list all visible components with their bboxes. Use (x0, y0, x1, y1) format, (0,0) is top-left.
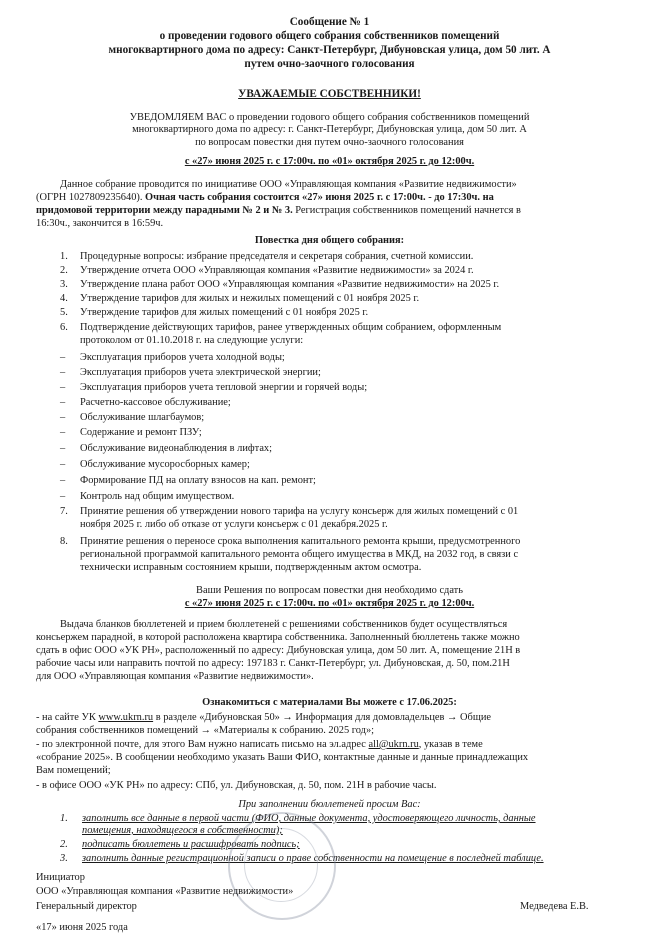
agenda-item-7-line2: ноября 2025 г. либо об отказе от услуги консьерж с 01 декабря.2025 г. (80, 519, 388, 530)
agenda-item-6-line1: Подтверждение действующих тарифов, ранее утвержденных общим собранием, оформленным (80, 322, 502, 333)
para2-line2: консьержем парадной, в которой расположена квартира собственника. Заполненный бюллетень также можно (36, 632, 520, 643)
notice-document: Сообщение № 1 о проведении годового общего собрания собственников помещений многоквартирного дома по адресу: Санкт-Петербург, Дибуновская улица, дом 50 лит. А путем очно-заочного голосования УВАЖАЕМЫЕ СОБСТВЕННИКИ! УВЕДОМЛЯЕМ ВАС о проведении годового общего собрания собственников помещений многоквартирного дома по адресу: г. Санкт-Петербург, Дибуновская улица, дом 50 лит. А по вопросам повестки дня путем очно-заочного голосования с «27» июня 2025 г. с 17:00ч. по «01» октября 2025 г. до 12:00ч. Данное собрание проводится по инициативе ООО «Управляющая компания «Развитие недвижимости» (ОГРН 1027809235640). Очная часть собрания состоится «27» июня 2025 г. с 17:00ч. - до 17:30ч. на придомовой территории между парадными № 2 и № 3. Регистрация собственников помещений начнется в 16:30ч., закончится в 16:59ч. Повестка дня общего собрания: 1. Процедурные вопросы: избрание председателя и секретаря собрания, счетной комиссии. 2. Утверждение отчета ООО «Управляющая компания «Развитие недвижимости» за 2024 г. 3. Утверждение плана работ ООО «Управляющая компания «Развитие недвижимости» на 2025 г. 4. Утверждение тарифов для жилых и нежилых помещений с 01 ноября 2025 г. 5. Утверждение тарифов для жилых помещений с 01 ноября 2025 г. 6. Подтверждение действующих тарифов, ранее утвержденных общим собранием, оформленным протоколом от 01.10.2018 г. на следующие услуги: – Эксплуатация приборов учета холодной воды; – Эксплуатация приборов учета электрической энергии; – Эксплуатация приборов учета тепловой энергии и горячей воды; – Расчетно-кассовое обслуживание; – Обслуживание шлагбаумов; – Содержание и ремонт ПЗУ; – Обслуживание видеонаблюдения в лифтах; – Обслуживание мусоросборных камер; – Формирование ПД на оплату взносов на кап. ремонт; – Контроль над общим имуществом. 7. Принятие решения об утверждении нового тарифа на услугу консьерж для жилых помещений с 01 ноября 2025 г. либо об отказе от услуги консьерж с 01 декабря.2025 г. 8. Принятие решения о переносе срока выполнения капитального ремонта крыши, предусмотренного региональной программой капитального ремонта общего имущества в МКД, на 2032 год, в связи с технически исправным состоянием крыши, подтвержденным актом осмотра. Ваши Решения по вопросам повестки дня необходимо сдать с «27» июня 2025 г. с 17:00ч. по «01» октября 2025 г. до 12:00ч. Выдача бланков бюллетеней и прием бюллетеней с решениями собственников будет осуществляться консьержем парадной, в которой расположена квартира собственника. Заполненный бюллетень также можно сдать в офис ООО «УК РН», расположенный по адресу: Дибуновская улица, дом 50 лит. А, помещение 21Н в рабочие часы или направить почтой по адресу: 197183 г. Санкт-Петербург, ул. Дибуновская, д. 50, пом.21Н для ООО «Управляющая компания «Развитие недвижимости». Ознакомиться с материалами Вы можете с 17.06.2025: - на сайте УК www.ukrn.ru в разделе «Дибуновская 50» → Информация для домовладельцев → Общие собрания собственников помещений → «Материалы к собранию. 2025 год»; - по электронной почте, для этого Вам нужно написать письмо на эл.адрес all@ukrn.ru, указав в теме «собрание 2025». В сообщении необходимо указать Ваши ФИО, контактные данные и данные принадлежащих Вам помещений; - в офисе ООО «УК РН» по адресу: СПб, ул. Дибуновская, д. 50, пом. 21Н в рабочие часы. При заполнении бюллетеней просим Вас: 1. заполнить все данные в первой части (ФИО, данные документа, удостоверяющего личность, данные помещения, находящегося в собственности); 2. подписать бюллетень и расшифровать подпись; 3. заполнить данные регистрационной записи о праве собственности на помещение в последней таблице. Инициатор ООО «Управляющая компания «Развитие недвижимости» Генеральный директор Медведева Е.В. «17» июня 2025 года (0, 0, 659, 945)
materials-email-line1: - по электронной почте, для этого Вам нужно написать письмо на эл.адрес all@ukrn.ru, указав в теме (36, 739, 483, 750)
request-item-1-line1: заполнить все данные в первой части (ФИО, данные документа, удостоверяющего личность, данные (82, 813, 536, 824)
para2-line1: Выдача бланков бюллетеней и прием бюллетеней с решениями собственников будет осуществляться (60, 619, 508, 630)
materials-title: Ознакомиться с материалами Вы можете с 17.06.2025: (202, 697, 457, 708)
para1-line3: придомовой территории между парадными № 2 и № 3. Регистрация собственников помещений начнется в (36, 205, 521, 216)
service-item: Обслуживание шлагбаумов; (80, 412, 205, 423)
agenda-item-8-line2: региональной программой капитального ремонта общего имущества в МКД, на 2032 год, в связи с (80, 549, 519, 560)
doc-subtitle-3: путем очно-заочного голосования (244, 58, 415, 70)
para1-line4: 16:30ч., закончится в 16:59ч. (36, 218, 164, 229)
materials-site-line1: - на сайте УК www.ukrn.ru в разделе «Дибуновская 50» → Информация для домовладельцев → Общие (36, 712, 491, 723)
agenda-item-7-line1: Принятие решения об утверждении нового тарифа на услугу консьерж для жилых помещений с 01 (80, 506, 519, 517)
agenda-item-6-line2: протоколом от 01.10.2018 г. на следующие услуги: (80, 335, 304, 346)
request-item-2: подписать бюллетень и расшифровать подпись; (82, 839, 300, 850)
signature-date: «17» июня 2025 года (36, 922, 128, 933)
para1-line2: (ОГРН 1027809235640). Очная часть собрания состоится «27» июня 2025 г. с 17:00ч. - до 17:30ч. на (36, 192, 494, 203)
materials-email-line2: «собрание 2025». В сообщении необходимо указать Ваши ФИО, контактные данные и данные принадлежащих (36, 752, 529, 763)
service-item: Обслуживание мусоросборных камер; (80, 459, 250, 470)
voting-dates: с «27» июня 2025 г. с 17:00ч. по «01» октября 2025 г. до 12:00ч. (184, 156, 475, 167)
doc-subtitle-2: многоквартирного дома по адресу: Санкт-Петербург, Дибуновская улица, дом 50 лит. А (108, 44, 551, 56)
email-link[interactable]: all@ukrn.ru (368, 739, 419, 750)
company-stamp (228, 812, 336, 920)
initiator-company: ООО «Управляющая компания «Развитие недвижимости» (36, 886, 294, 897)
notice-line-2: многоквартирного дома по адресу: г. Санкт-Петербург, Дибуновская улица, дом 50 лит. А (132, 124, 527, 135)
submit-dates: с «27» июня 2025 г. с 17:00ч. по «01» октября 2025 г. до 12:00ч. (184, 598, 475, 609)
agenda-item-3: Утверждение плана работ ООО «Управляющая компания «Развитие недвижимости» на 2025 г. (80, 279, 500, 290)
requests-title: При заполнении бюллетеней просим Вас: (238, 799, 421, 810)
notice-line-3: по вопросам повестки дня путем очно-заочного голосования (195, 137, 464, 148)
agenda-item-2: Утверждение отчета ООО «Управляющая компания «Развитие недвижимости» за 2024 г. (80, 265, 474, 276)
agenda-item-4: Утверждение тарифов для жилых и нежилых помещений с 01 ноября 2025 г. (80, 293, 420, 304)
service-item: Формирование ПД на оплату взносов на кап. ремонт; (80, 475, 316, 486)
materials-office: - в офисе ООО «УК РН» по адресу: СПб, ул. Дибуновская, д. 50, пом. 21Н в рабочие часы. (36, 780, 437, 791)
service-item: Контроль над общим имуществом. (80, 491, 235, 502)
service-item: Расчетно-кассовое обслуживание; (80, 397, 231, 408)
agenda-item-5: Утверждение тарифов для жилых помещений с 01 ноября 2025 г. (80, 307, 369, 318)
service-item: Содержание и ремонт ПЗУ; (80, 427, 202, 438)
service-item: Эксплуатация приборов учета тепловой энергии и горячей воды; (80, 382, 368, 393)
notice-line-1: УВЕДОМЛЯЕМ ВАС о проведении годового общего собрания собственников помещений (129, 112, 530, 123)
para2-line3: сдать в офис ООО «УК РН», расположенный по адресу: Дибуновская улица, дом 50 лит. А, помещение 21Н в (36, 645, 521, 656)
doc-subtitle-1: о проведении годового общего собрания собственников помещений (159, 30, 500, 42)
request-item-3: заполнить данные регистрационной записи о праве собственности на помещение в последней таблице. (82, 853, 544, 864)
para1-line1: Данное собрание проводится по инициативе ООО «Управляющая компания «Развитие недвижимости» (60, 179, 517, 190)
agenda-item-8-line3: технически исправным состоянием крыши, подтвержденным актом осмотра. (80, 562, 422, 573)
site-link[interactable]: www.ukrn.ru (98, 712, 154, 723)
materials-email-line3: Вам помещений; (36, 765, 111, 776)
para2-line5: для ООО «Управляющая компания «Развитие недвижимости». (36, 671, 314, 682)
para2-line4: рабочие часы или направить почтой по адресу: 197183 г. Санкт-Петербург, ул. Дибуновская, д. 50, пом.21Н (36, 658, 510, 669)
agenda-item-1: Процедурные вопросы: избрание председателя и секретаря собрания, счетной комиссии. (80, 251, 474, 262)
service-item: Обслуживание видеонаблюдения в лифтах; (80, 443, 273, 454)
request-item-1-line2: помещения, находящегося в собственности); (82, 825, 283, 836)
greeting: УВАЖАЕМЫЕ СОБСТВЕННИКИ! (238, 88, 421, 100)
service-item: Эксплуатация приборов учета холодной воды; (80, 352, 285, 363)
materials-site-line2: собрания собственников помещений → «Материалы к собранию. 2025 год»; (36, 725, 375, 736)
agenda-item-8-line1: Принятие решения о переносе срока выполнения капитального ремонта крыши, предусмотренного (80, 536, 521, 547)
submit-note: Ваши Решения по вопросам повестки дня необходимо сдать (196, 585, 463, 596)
signer-name: Медведева Е.В. (520, 901, 589, 912)
initiator-label: Инициатор (36, 872, 85, 883)
agenda-title: Повестка дня общего собрания: (254, 235, 405, 246)
signer-title: Генеральный директор (36, 901, 137, 912)
service-item: Эксплуатация приборов учета электрической энергии; (80, 367, 321, 378)
doc-title: Сообщение № 1 (289, 16, 370, 28)
